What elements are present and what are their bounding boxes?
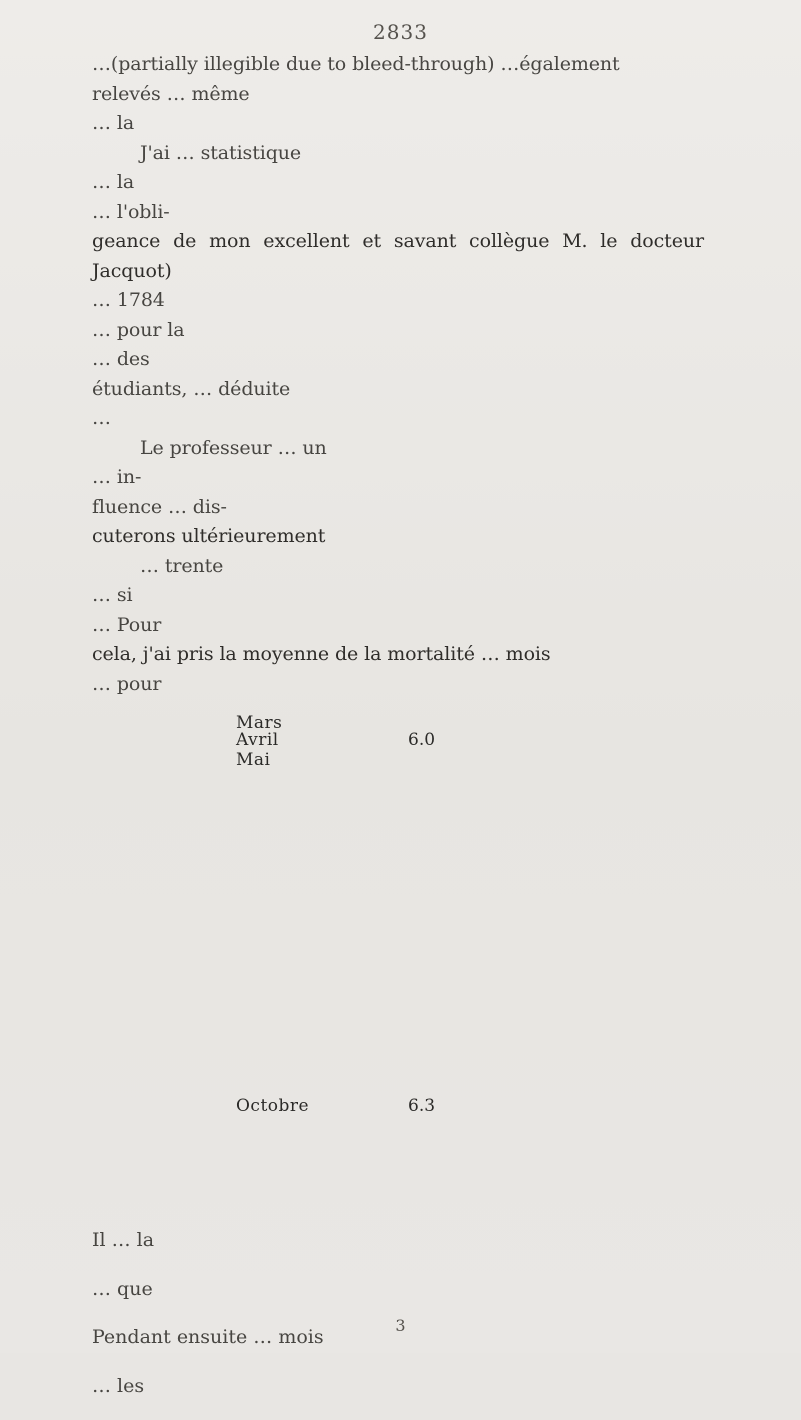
text-line: … les xyxy=(92,1374,145,1397)
table-value: 6.0 xyxy=(408,730,436,750)
text-line: étudiants, … déduite xyxy=(92,377,291,400)
text-line: cuterons ultérieurement xyxy=(92,525,326,547)
page-number-header: 2833 xyxy=(373,20,428,44)
closing-text-block xyxy=(92,1207,704,1420)
text-line: … que xyxy=(92,1277,153,1300)
text-line: … si xyxy=(92,584,133,606)
table-month: Octobre xyxy=(236,1096,310,1116)
text-line: Pendant ensuite … mois xyxy=(92,1326,324,1348)
text-line: … Pour xyxy=(92,613,162,636)
table-value: 6.3 xyxy=(408,1096,436,1116)
text-line: …(partially illegible due to bleed-through) …également xyxy=(92,53,620,75)
text-line: geance de mon excellent et savant collègue M. le docteur Jacquot) xyxy=(92,230,704,282)
text-line: … pour xyxy=(92,672,162,695)
table-row xyxy=(236,730,526,750)
text-line: … trente xyxy=(140,554,224,577)
text-line: … la xyxy=(92,112,135,134)
text-line: J'ai … statistique xyxy=(140,141,302,164)
text-line: cela, j'ai pris la moyenne de la mortalité … mois xyxy=(92,643,551,665)
text-line: … des xyxy=(92,348,150,370)
table-month: Avril xyxy=(236,730,279,750)
text-line: … pour la xyxy=(92,318,185,341)
text-line: fluence … dis- xyxy=(92,495,227,518)
text-line: … 1784 xyxy=(92,289,165,311)
main-text-block xyxy=(92,50,704,699)
table-row xyxy=(236,1096,526,1116)
table-month: Mars xyxy=(236,713,283,733)
page-signature-footer: 3 xyxy=(395,1316,406,1335)
text-line: … la xyxy=(92,171,135,193)
text-line: Le professeur … un xyxy=(140,436,327,459)
table-month: Mai xyxy=(236,750,271,770)
text-line: … l'obli- xyxy=(92,200,170,223)
text-line: Il … la xyxy=(92,1229,155,1251)
text-line: … xyxy=(92,407,111,429)
text-line: … in- xyxy=(92,466,142,488)
text-line: relevés … même xyxy=(92,82,250,105)
table-row xyxy=(236,750,526,770)
